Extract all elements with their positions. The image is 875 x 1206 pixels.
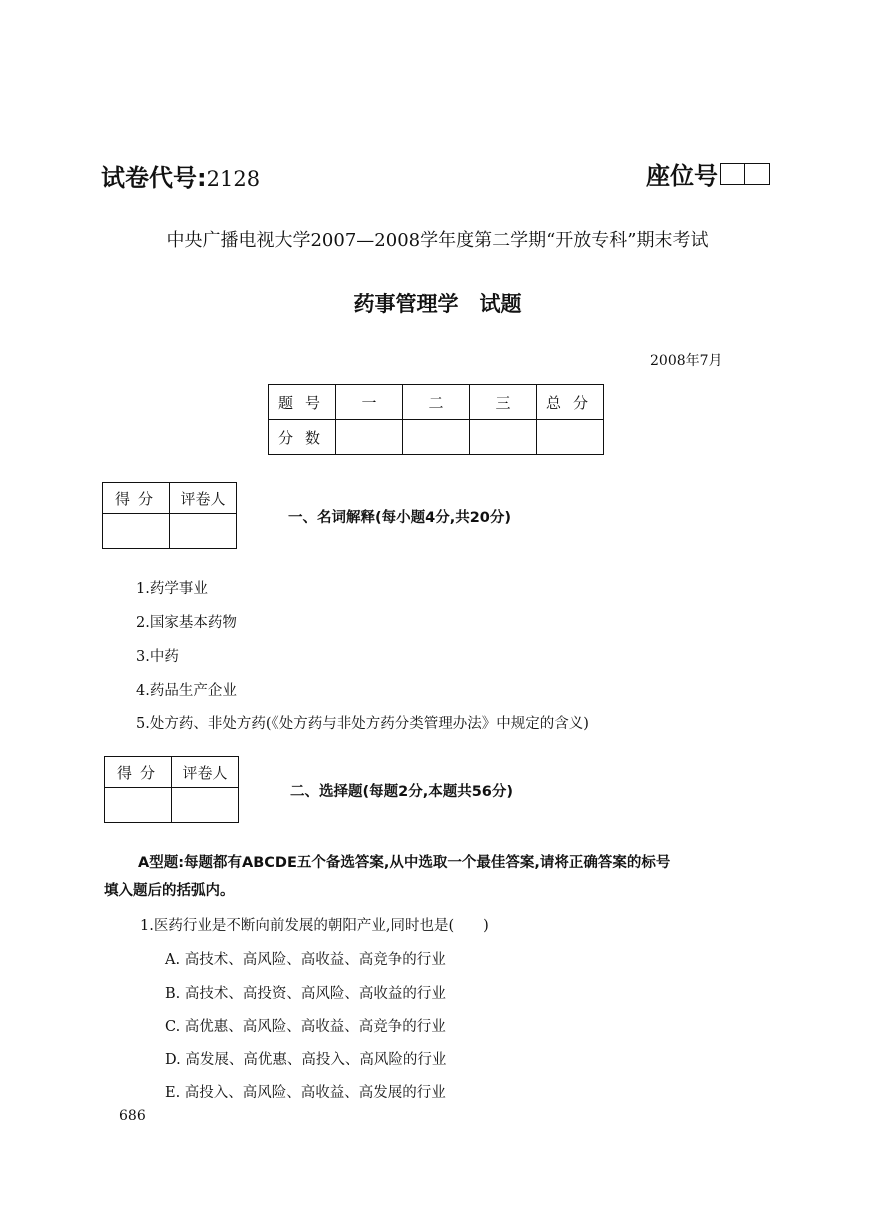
question: 1.医药行业是不断向前发展的朝阳产业,同时也是( ): [140, 918, 489, 934]
score-cell: [537, 420, 604, 455]
grader-name-cell: [170, 514, 237, 549]
exam-title: 中央广播电视大学2007—2008学年度第二学期“开放专科”期末考试: [166, 230, 709, 251]
score-cell: [403, 420, 470, 455]
instruction: A型题:每题都有ABCDE五个备选答案,从中选取一个最佳答案,请将正确答案的标号: [138, 855, 671, 871]
section-title: 二、选择题(每题2分,本题共56分): [290, 784, 514, 800]
grader-score-label: 得分: [105, 757, 172, 788]
grader-box: [102, 482, 237, 549]
list-item: 3.中药: [136, 649, 179, 665]
list-item: 1.药学事业: [136, 581, 208, 597]
score-table-row-label: 分数: [269, 420, 336, 455]
grader-name-cell: [172, 788, 239, 823]
score-table-col: 三: [470, 385, 537, 420]
list-item: 2.国家基本药物: [136, 615, 237, 631]
score-table: [268, 384, 604, 455]
score-table-col: 二: [403, 385, 470, 420]
grader-score-cell: [103, 514, 170, 549]
score-table-col: 一: [336, 385, 403, 420]
grader-name-label: 评卷人: [170, 483, 237, 514]
seat-number: [646, 156, 770, 191]
seat-box: [745, 163, 770, 185]
answer-option: B. 高技术、高投资、高风险、高收益的行业: [165, 986, 446, 1002]
score-table-col: 总分: [537, 385, 604, 420]
subject-title: 药事管理学 试题: [353, 292, 522, 316]
grader-score-cell: [105, 788, 172, 823]
exam-date: 2008年7月: [650, 353, 723, 369]
grader-box: [104, 756, 239, 823]
list-item: 4.药品生产企业: [136, 683, 237, 699]
paper-code: [101, 158, 260, 193]
seat-boxes: [720, 163, 770, 185]
page-number: 686: [119, 1108, 146, 1124]
seat-label: 座位号: [646, 162, 718, 190]
section-title: 一、名词解释(每小题4分,共20分): [288, 510, 512, 526]
grader-name-label: 评卷人: [172, 757, 239, 788]
score-cell: [336, 420, 403, 455]
score-cell: [470, 420, 537, 455]
answer-option: D. 高发展、高优惠、高投入、高风险的行业: [165, 1052, 447, 1068]
answer-option: C. 高优惠、高风险、高收益、高竞争的行业: [165, 1019, 446, 1035]
instruction-continued: 填入题后的括弧内。: [104, 883, 235, 899]
seat-box: [720, 163, 745, 185]
grader-score-label: 得分: [103, 483, 170, 514]
score-table-header: 题号: [269, 385, 336, 420]
answer-option: E. 高投入、高风险、高收益、高发展的行业: [165, 1085, 446, 1101]
paper-code-number: 2128: [206, 167, 261, 191]
answer-option: A. 高技术、高风险、高收益、高竞争的行业: [165, 952, 446, 968]
paper-code-label: 试卷代号:: [101, 164, 207, 192]
list-item: 5.处方药、非处方药(《处方药与非处方药分类管理办法》中规定的含义): [136, 716, 589, 732]
